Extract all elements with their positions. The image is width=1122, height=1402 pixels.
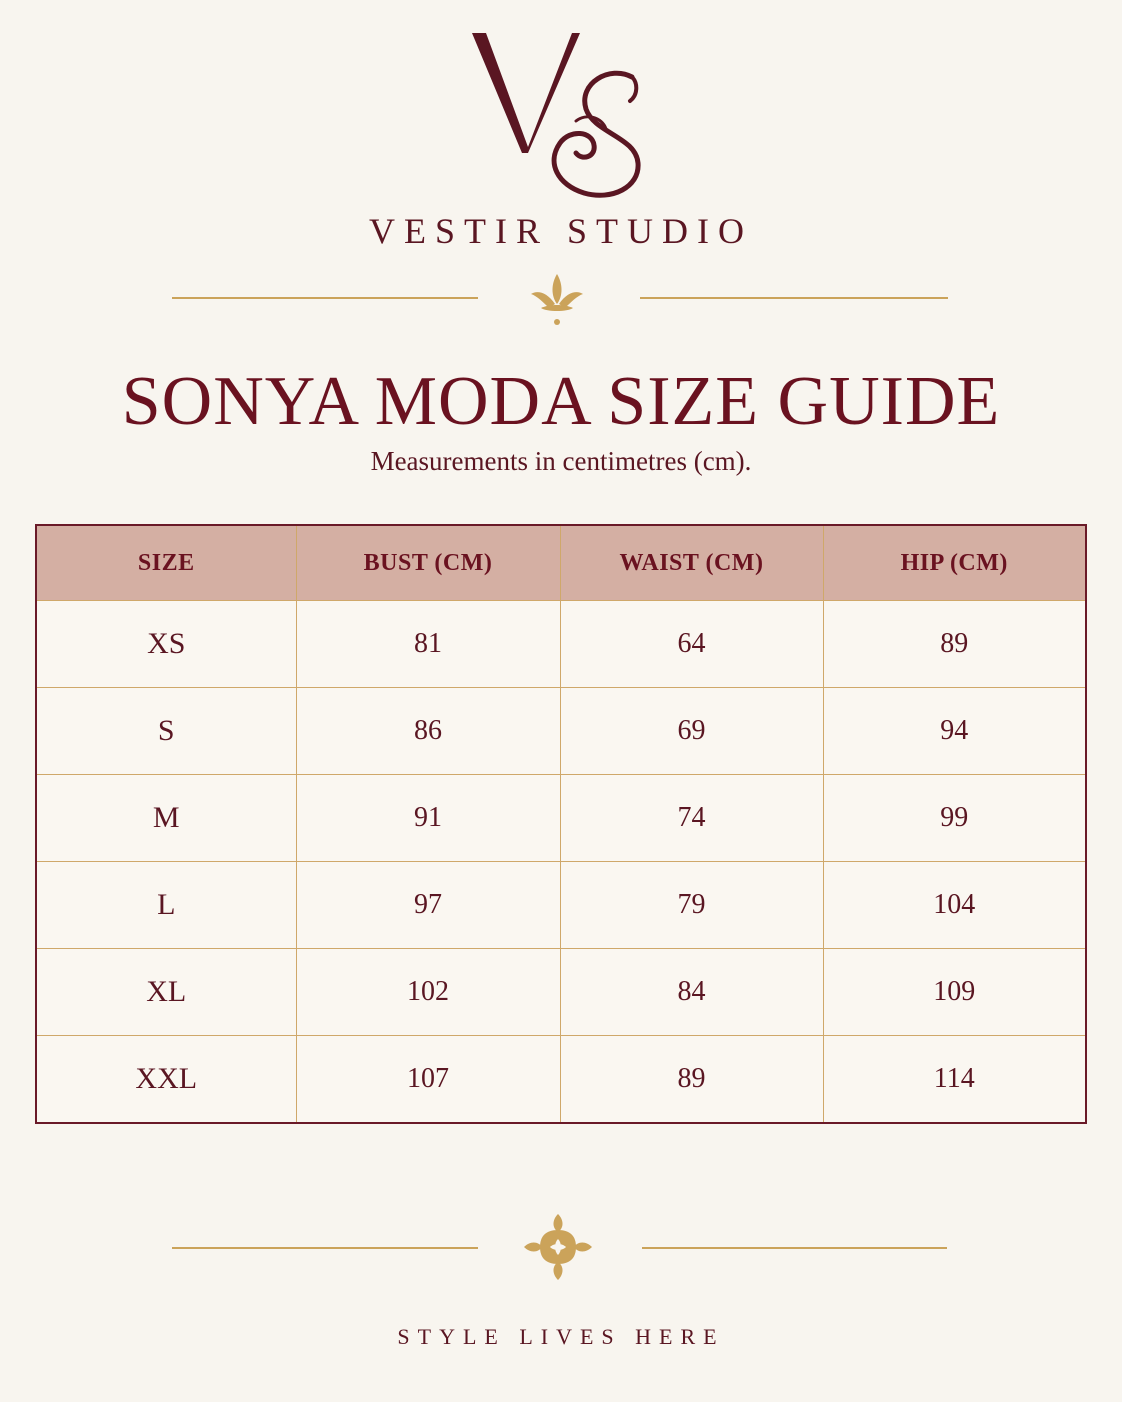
footer-tagline: STYLE LIVES HERE <box>397 1324 725 1349</box>
column-header-size: SIZE <box>36 525 296 601</box>
size-cell: M <box>36 775 296 862</box>
waist-cell: 64 <box>560 601 823 688</box>
table-row <box>36 862 1086 949</box>
waist-cell: 79 <box>560 862 823 949</box>
divider-right <box>640 297 948 299</box>
size-cell: L <box>36 862 296 949</box>
waist-cell: 69 <box>560 688 823 775</box>
bust-cell: 91 <box>296 775 560 862</box>
size-table <box>35 524 1087 1124</box>
footer-divider-left <box>172 1247 478 1249</box>
size-cell: XXL <box>36 1036 296 1124</box>
size-cell: XL <box>36 949 296 1036</box>
table-row <box>36 601 1086 688</box>
monogram-logo <box>460 25 660 205</box>
page-title: SONYA MODA SIZE GUIDE <box>121 363 1001 440</box>
column-header-bust: BUST (CM) <box>296 525 560 601</box>
page-subtitle: Measurements in centimetres (cm). <box>370 446 752 476</box>
table-header-row <box>36 525 1086 601</box>
table-row <box>36 949 1086 1036</box>
bust-cell: 107 <box>296 1036 560 1124</box>
hip-cell: 104 <box>823 862 1086 949</box>
waist-cell: 89 <box>560 1036 823 1124</box>
hip-cell: 109 <box>823 949 1086 1036</box>
bust-cell: 102 <box>296 949 560 1036</box>
size-cell: XS <box>36 601 296 688</box>
column-header-waist: WAIST (CM) <box>560 525 823 601</box>
table-row <box>36 688 1086 775</box>
bust-cell: 81 <box>296 601 560 688</box>
waist-cell: 74 <box>560 775 823 862</box>
bust-cell: 86 <box>296 688 560 775</box>
footer-divider-right <box>642 1247 947 1249</box>
brand-name: VESTIR STUDIO <box>369 211 753 251</box>
hip-cell: 89 <box>823 601 1086 688</box>
table-row <box>36 775 1086 862</box>
divider-left <box>172 297 478 299</box>
lotus-ornament-icon <box>527 270 587 328</box>
waist-cell: 84 <box>560 949 823 1036</box>
table-row <box>36 1036 1086 1124</box>
column-header-hip: HIP (CM) <box>823 525 1086 601</box>
size-cell: S <box>36 688 296 775</box>
floral-ornament-icon <box>522 1212 594 1282</box>
bust-cell: 97 <box>296 862 560 949</box>
hip-cell: 94 <box>823 688 1086 775</box>
hip-cell: 99 <box>823 775 1086 862</box>
hip-cell: 114 <box>823 1036 1086 1124</box>
